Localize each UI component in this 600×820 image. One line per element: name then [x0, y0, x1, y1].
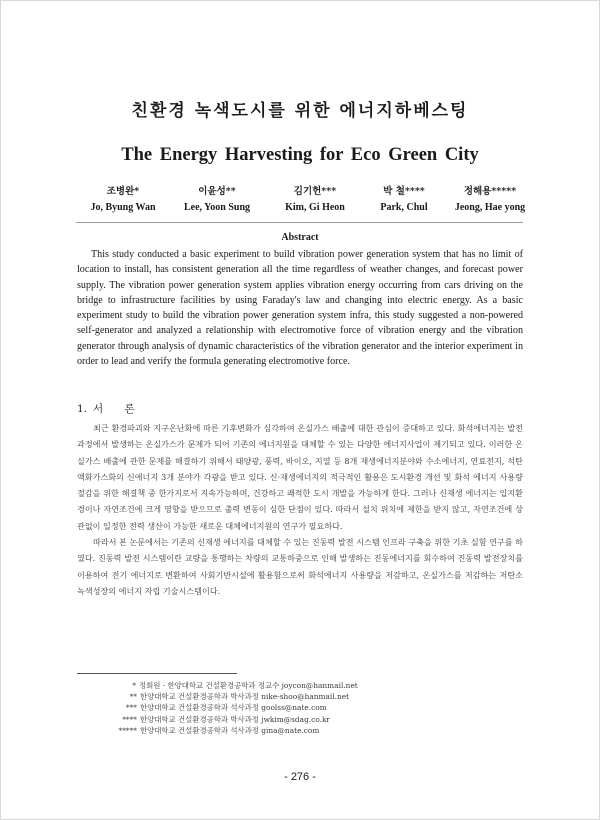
footnote-text: 한양대학교 건설환경공학과 박사과정 nike-shoo@hanmail.net [140, 692, 350, 702]
footnote-mark: ***** [118, 725, 137, 735]
footnote-text: 한양대학교 건설환경공학과 석사과정 goolss@nate.com [140, 703, 327, 713]
author [162, 183, 272, 213]
footnote [77, 680, 523, 691]
footnote-text: 한양대학교 건설환경공학과 박사과정 jwkim@sdag.co.kr [140, 714, 330, 724]
footnote-text: 정회원 · 한양대학교 건설환경공학과 정교수 joycon@hanmail.net [139, 681, 358, 690]
author [435, 183, 545, 213]
title-english: The Energy Harvesting for Eco Green City [121, 145, 479, 165]
title-korean: 친환경 녹색도시를 위한 에너지하베스팅 [131, 101, 469, 121]
footnote [77, 714, 523, 725]
footnote [77, 725, 523, 736]
footnote-mark: *** [125, 703, 137, 713]
footnotes [77, 680, 523, 736]
footnote [77, 702, 523, 713]
author-list [68, 183, 538, 217]
author-name-en: Lee, Yoon Sung [183, 202, 251, 213]
footnote [77, 691, 523, 702]
paragraph: 최근 환경파괴와 지구온난화에 따른 기후변화가 심각하여 온실가스 배출에 대한 관심이 증대하고 있다. 화석에너지는 발전과정에서 발생하는 온실가스가 문제가 되어 기존의 에너지원을 대체할 수 있는 다양한 에너지사업이 제기되고 있다. 이러한 온실가스 배출에 관한 문제를 해결하기 위해서 태양광, 풍력, 바이오, 지열 등 8개 재생에너지분야와 수소에너지, 연료전지, 석탄액화가스화의 신에너지 3개 분야가 각광을 받고 있다. 신·재생에너지의 적극적인 활용은 도시환경 개선 및 화석 에너지 사용량 절감을 위한 해결책 중 한가지로서 지속가능하며, 건강하고 쾌적한 도시 개발을 가능하게 한다. 그러나 신재생 에너지는 입지환경이나 자연조건에 크게 영향을 받으므로 출력 변동이 심한 단점이 있다. 따라서 설치 위치에 제한을 받지 않고, 자연조건에 상관없이 일정한 전력 생산이 가능한 새로운 대체에너지원의 연구가 필요하다. [77, 423, 523, 531]
author-name-ko: 조병완* [106, 186, 140, 197]
paragraph: 따라서 본 논문에서는 기존의 신재생 에너지를 대체할 수 있는 진동력 발전 시스템 인프라 구축을 위한 기초 실험 연구를 하였다. 진동력 발전 시스템이란 교량을 통행하는 차량의 교통하중으로 인해 발생하는 진동에너지를 회수하여 진동력 발전장치를 이용하여 전기 에너지로 변환하여 사회기반시설에 활용함으로써 화석에너지 사용량을 저감하고, 온실가스를 저감하는 저탄소 녹색성장의 에너지 자립 기술시스템이다. [77, 537, 523, 596]
author-name-ko: 김기헌*** [293, 186, 337, 197]
footnote-mark: ** [129, 692, 137, 702]
author-name-ko: 박 철**** [383, 186, 425, 197]
author-name-en: Jo, Byung Wan [90, 202, 156, 213]
author-name-ko: 이윤성** [198, 186, 236, 197]
section-number: 1. [77, 403, 88, 415]
footnote-mark: * [132, 681, 136, 690]
footnote-divider [77, 673, 237, 674]
author-name-en: Kim, Gi Heon [285, 202, 345, 213]
section-heading [77, 401, 144, 416]
footnote-text: 한양대학교 건설환경공학과 석사과정 gina@nate.com [140, 725, 320, 735]
footnote-mark: **** [122, 714, 137, 724]
page-number: - 276 - [284, 771, 316, 783]
header-divider [76, 222, 523, 223]
author-name-en: Jeong, Hae yong [454, 202, 526, 213]
abstract-text: This study conducted a basic experiment to build vibration power generation system that has no limit of location to install, has consistent generation all the time regardless of weather changes, and forecast power supply. The vibration power generation system applies vibration energy occurring from cars driving on the bridge to infrastructure facilities by using Faraday's law and changing into electric energy. As a basic experiment study to build the vibration power generation system infra, this study suggested a non-powered self-generator and analyzed a relationship with electromotive force of vibration energy and the vibration generator through analysis of dynamic characteristics of the vibration generator and the interior experiment in order to lead and verify the formula generating electromotive force. [77, 249, 523, 368]
author-name-en: Park, Chul [380, 202, 428, 213]
author-name-ko: 정해용***** [463, 186, 517, 197]
section-title: 서 론 [93, 403, 144, 415]
abstract-heading: Abstract [281, 232, 319, 243]
body-text [77, 420, 523, 599]
